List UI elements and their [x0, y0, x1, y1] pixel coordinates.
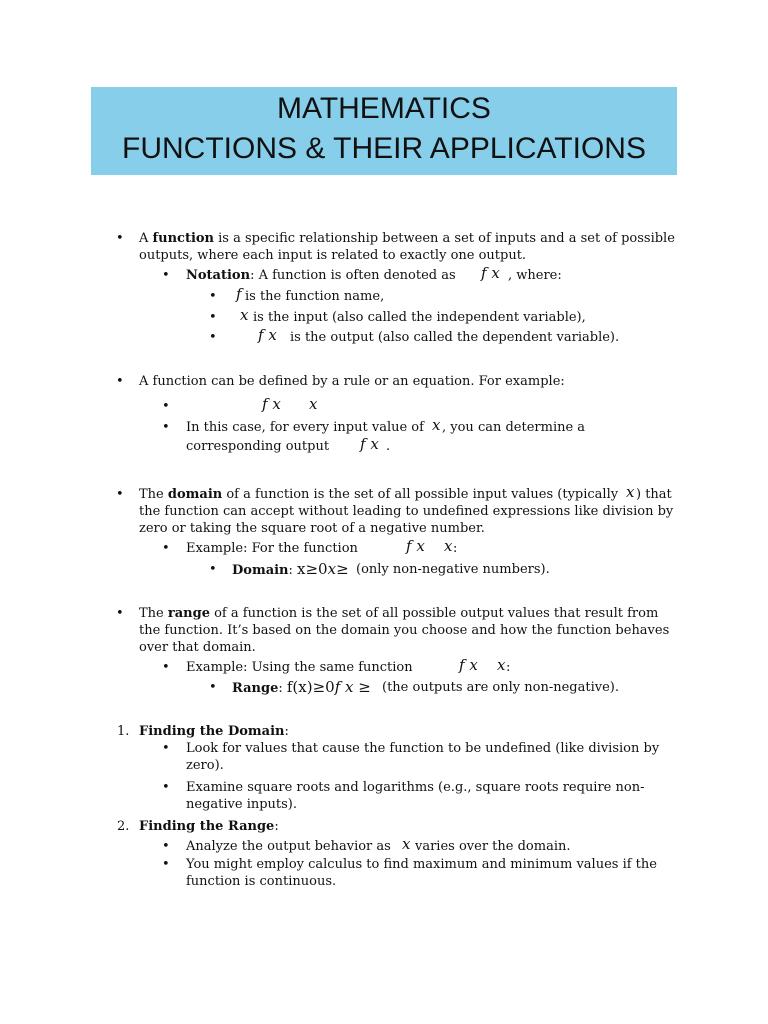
- list-number: 1.: [117, 724, 130, 739]
- text: :: [453, 541, 458, 556]
- term-range: range: [167, 606, 210, 621]
- text: :: [288, 563, 298, 578]
- math-fx: f x: [258, 326, 277, 344]
- title-line-1: MATHEMATICS: [277, 92, 491, 125]
- function-definition-line-2: outputs, where each input is related to exactly one output.: [139, 248, 527, 263]
- math-fx: f x: [262, 395, 281, 413]
- finding-domain-heading: [139, 723, 289, 740]
- term-function: function: [152, 231, 215, 246]
- list-number: 2.: [117, 819, 130, 834]
- text: .: [386, 439, 391, 454]
- bullet-icon: •: [116, 487, 124, 502]
- heading-text: Finding the Range: [139, 819, 275, 834]
- math-fx: f x: [406, 537, 425, 555]
- math-f: f: [236, 285, 242, 303]
- text: In this case, for every input value of: [186, 420, 424, 435]
- range-definition-line-2: the function. It’s based on the domain you choose and how the function behaves: [139, 623, 670, 638]
- list-item-text: function is continuous.: [186, 874, 337, 889]
- domain-definition-line-2: the function can accept without leading to undefined expressions like division by: [139, 504, 674, 519]
- function-name-text: is the function name,: [245, 289, 385, 304]
- bullet-icon: •: [162, 420, 170, 435]
- bullet-icon: •: [162, 660, 170, 675]
- bullet-icon: •: [162, 541, 170, 556]
- text: The: [139, 487, 168, 502]
- text: A: [139, 231, 153, 246]
- input-text: is the input (also called the independent variable),: [253, 310, 586, 325]
- math-expression: x≥0: [297, 560, 328, 578]
- list-item-text: negative inputs).: [186, 797, 298, 812]
- math-x: x: [497, 656, 506, 674]
- text: , you can determine a: [442, 420, 586, 435]
- text: :: [506, 660, 511, 675]
- text: :: [274, 819, 279, 834]
- rule-intro-line: A function can be defined by a rule or an equation. For example:: [139, 374, 565, 389]
- bullet-icon: •: [162, 839, 170, 854]
- term-domain: Domain: [232, 563, 289, 578]
- domain-definition-line-1: [139, 486, 618, 503]
- list-item-text: Examine square roots and logarithms (e.g., square roots require non-: [186, 780, 645, 795]
- text: :: [278, 681, 287, 696]
- math-fx: f x: [481, 264, 500, 282]
- list-item-text: Look for values that cause the function to be undefined (like division by: [186, 741, 660, 756]
- text: (only non-negative numbers).: [356, 562, 550, 577]
- list-item-text: Analyze the output behavior as: [186, 839, 391, 854]
- list-item-text: varies over the domain.: [415, 839, 571, 854]
- bullet-icon: •: [209, 289, 217, 304]
- list-item-text: You might employ calculus to find maximum and minimum values if the: [186, 857, 657, 872]
- text: The: [139, 606, 168, 621]
- term-domain: domain: [167, 487, 223, 502]
- text: of a function is the set of all possible input values (typically: [222, 487, 619, 502]
- math-x: x: [626, 483, 635, 501]
- bullet-icon: •: [162, 268, 170, 283]
- bullet-icon: •: [116, 606, 124, 621]
- range-definition-line-1: [139, 605, 658, 622]
- math-fx: f x: [360, 435, 379, 453]
- bullet-icon: •: [162, 857, 170, 872]
- math-x: x: [444, 537, 453, 555]
- text: (the outputs are only non-negative).: [382, 680, 619, 695]
- text: : A function is often denoted as: [250, 268, 456, 283]
- bullet-icon: •: [162, 399, 170, 414]
- bullet-icon: •: [209, 330, 217, 345]
- text: ) that: [636, 487, 672, 502]
- math-x: x: [432, 416, 441, 434]
- term-notation: Notation: [186, 268, 251, 283]
- math-expression: f x ≥: [334, 678, 371, 696]
- function-definition-line-1: [139, 230, 675, 247]
- math-x: x: [309, 395, 318, 413]
- math-expression: x≥: [327, 560, 349, 578]
- domain-result-line: [232, 561, 349, 579]
- bullet-icon: •: [162, 780, 170, 795]
- bullet-icon: •: [116, 231, 124, 246]
- math-expression: f(x)≥0: [286, 678, 335, 696]
- text: :: [284, 724, 289, 739]
- bullet-icon: •: [209, 310, 217, 325]
- list-item-text: zero).: [186, 758, 224, 773]
- finding-range-heading: [139, 818, 279, 835]
- bullet-icon: •: [209, 680, 217, 695]
- text: of a function is the set of all possible output values that result from: [209, 606, 659, 621]
- title-line-2: FUNCTIONS & THEIR APPLICATIONS: [122, 132, 646, 165]
- text: is a specific relationship between a set of inputs and a set of possible: [214, 231, 675, 246]
- bullet-icon: •: [209, 562, 217, 577]
- text: , where:: [508, 268, 562, 283]
- range-result-line: [232, 679, 371, 697]
- range-example-text: Example: Using the same function: [186, 660, 413, 675]
- output-text: is the output (also called the dependent variable).: [290, 330, 620, 345]
- bullet-icon: •: [116, 374, 124, 389]
- notation-line: [186, 267, 456, 284]
- heading-text: Finding the Domain: [139, 724, 285, 739]
- bullet-icon: •: [162, 741, 170, 756]
- math-x: x: [402, 835, 411, 853]
- title-banner: [91, 87, 677, 175]
- math-fx: f x: [459, 656, 478, 674]
- math-x: x: [240, 306, 249, 324]
- term-range: Range: [232, 681, 279, 696]
- range-definition-line-3: over that domain.: [139, 640, 256, 655]
- text: corresponding output: [186, 439, 330, 454]
- domain-definition-line-3: zero or taking the square root of a negative number.: [139, 521, 485, 536]
- domain-example-text: Example: For the function: [186, 541, 358, 556]
